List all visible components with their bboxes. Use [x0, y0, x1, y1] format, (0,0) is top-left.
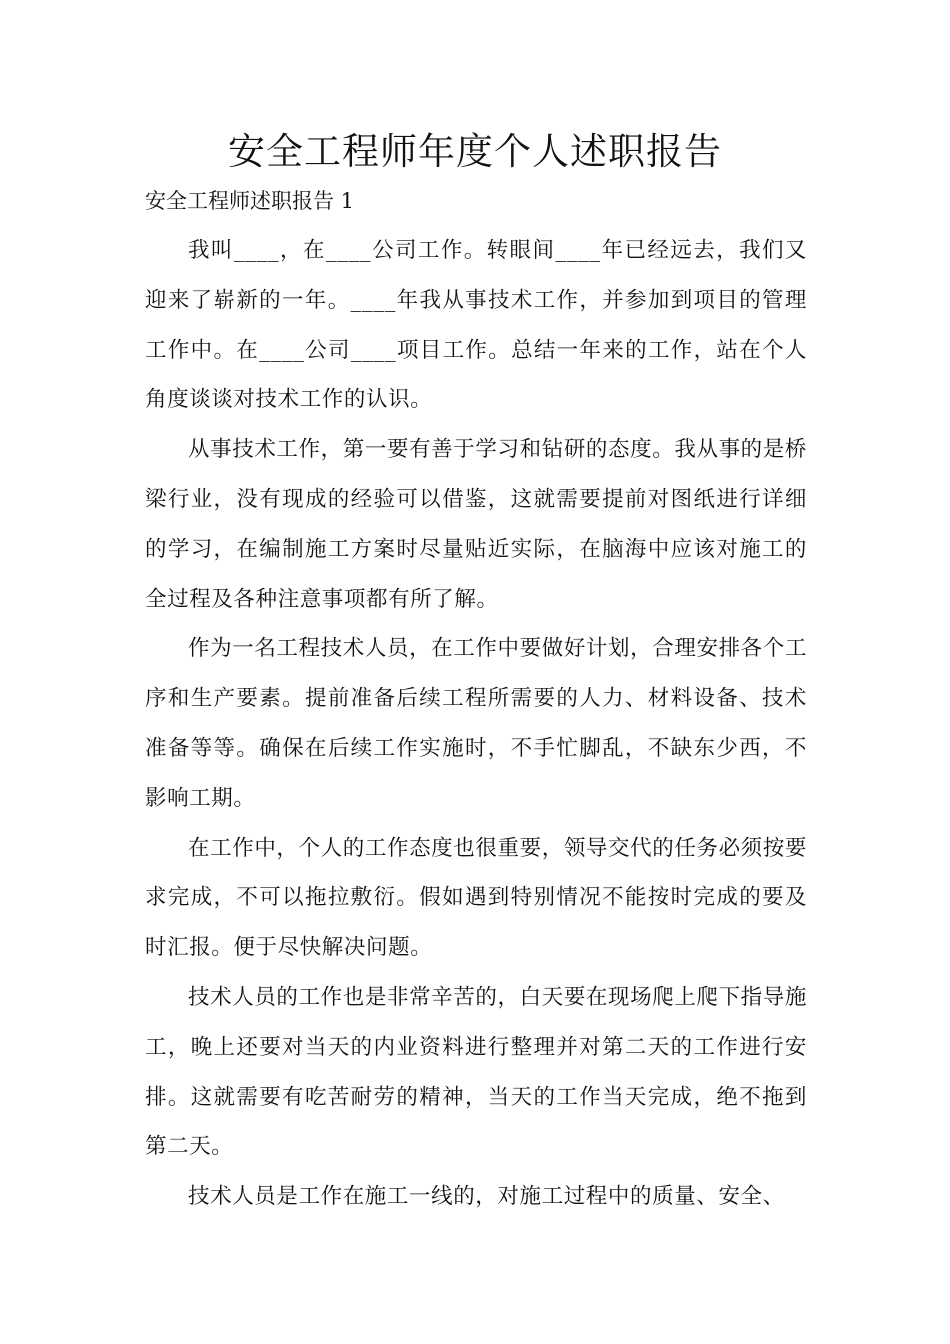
paragraph-4: 在工作中，个人的工作态度也很重要，领导交代的任务必须按要求完成，不可以拖拉敷衍。假如遇到特别情况不能按时完成的要及时汇报。便于尽快解决问题。 — [145, 835, 807, 961]
document-title: 安全工程师年度个人述职报告 — [228, 130, 722, 173]
document-subtitle: 安全工程师述职报告 1 — [145, 189, 355, 213]
paragraph-1: 我叫____，在____公司工作。转眼间____年已经远去，我们又迎来了崭新的一年。____年我从事技术工作，并参加到项目的管理工作中。在____公司____项目工作。总结一年来的工作，站在个人角度谈谈对技术工作的认识。 — [145, 238, 807, 413]
paragraph-6: 技术人员是工作在施工一线的，对施工过程中的质量、安全、 — [188, 1184, 785, 1210]
paragraph-3: 作为一名工程技术人员，在工作中要做好计划，合理安排各个工序和生产要素。提前准备后续工程所需要的人力、材料设备、技术准备等等。确保在后续工作实施时，不手忙脚乱，不缺东少西，不影响工期。 — [145, 636, 807, 811]
document-body — [145, 226, 807, 1222]
paragraph-2: 从事技术工作，第一要有善于学习和钻研的态度。我从事的是桥梁行业，没有现成的经验可以借鉴，这就需要提前对图纸进行详细的学习，在编制施工方案时尽量贴近实际，在脑海中应该对施工的全过程及各种注意事项都有所了解。 — [145, 437, 807, 612]
paragraph-5: 技术人员的工作也是非常辛苦的，白天要在现场爬上爬下指导施工，晚上还要对当天的内业资料进行整理并对第二天的工作进行安排。这就需要有吃苦耐劳的精神，当天的工作当天完成，绝不拖到第二天。 — [145, 984, 807, 1160]
